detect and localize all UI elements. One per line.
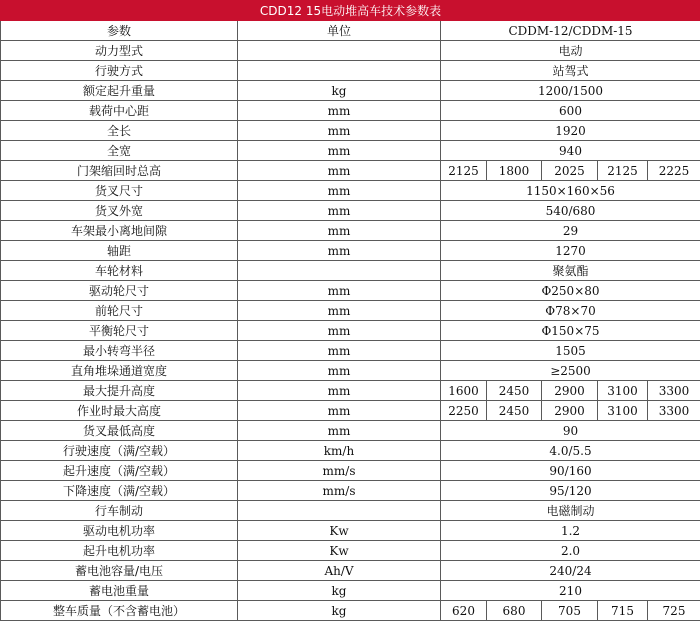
param-name-cell: 驱动轮尺寸 <box>1 281 238 301</box>
table-title: CDD12 15电动堆高车技术参数表 <box>1 1 700 21</box>
param-name-cell: 起升速度（满/空载） <box>1 461 238 481</box>
value-cell: 3100 <box>598 401 648 421</box>
value-cell: 725 <box>648 601 700 621</box>
unit-cell: Kw <box>238 521 441 541</box>
value-cell: 1505 <box>441 341 700 361</box>
table-row <box>1 381 700 401</box>
value-cell: 1270 <box>441 241 700 261</box>
value-cell: 2450 <box>487 401 542 421</box>
unit-cell: Kw <box>238 541 441 561</box>
param-name-cell: 车轮材料 <box>1 261 238 281</box>
value-cell: 站驾式 <box>441 61 700 81</box>
param-name-cell: 最大提升高度 <box>1 381 238 401</box>
param-name-cell: 全长 <box>1 121 238 141</box>
header-param: 参数 <box>1 21 238 41</box>
unit-cell: mm <box>238 401 441 421</box>
unit-cell: mm <box>238 141 441 161</box>
unit-cell: mm <box>238 281 441 301</box>
value-cell: 29 <box>441 221 700 241</box>
table-row <box>1 501 700 521</box>
table-row <box>1 421 700 441</box>
table-row <box>1 601 700 621</box>
table-row <box>1 441 700 461</box>
table-row <box>1 41 700 61</box>
unit-cell: mm <box>238 301 441 321</box>
title-row <box>1 1 700 21</box>
unit-cell: kg <box>238 601 441 621</box>
table-row <box>1 161 700 181</box>
table-row <box>1 221 700 241</box>
value-cell: 聚氨酯 <box>441 261 700 281</box>
param-name-cell: 全宽 <box>1 141 238 161</box>
unit-cell: mm <box>238 361 441 381</box>
value-cell: 2125 <box>598 161 648 181</box>
value-cell: 1600 <box>441 381 487 401</box>
unit-cell: kg <box>238 581 441 601</box>
table-row <box>1 181 700 201</box>
unit-cell: kg <box>238 81 441 101</box>
param-name-cell: 动力型式 <box>1 41 238 61</box>
table-row <box>1 581 700 601</box>
param-name-cell: 驱动电机功率 <box>1 521 238 541</box>
param-name-cell: 整车质量（不含蓄电池） <box>1 601 238 621</box>
unit-cell <box>238 41 441 61</box>
value-cell: 2450 <box>487 381 542 401</box>
param-name-cell: 蓄电池容量/电压 <box>1 561 238 581</box>
unit-cell: km/h <box>238 441 441 461</box>
value-cell: 90/160 <box>441 461 700 481</box>
spec-body <box>1 1 700 621</box>
table-row <box>1 241 700 261</box>
table-row <box>1 561 700 581</box>
param-name-cell: 下降速度（满/空载） <box>1 481 238 501</box>
value-cell: 90 <box>441 421 700 441</box>
unit-cell: mm <box>238 341 441 361</box>
table-row <box>1 81 700 101</box>
param-name-cell: 直角堆垛通道宽度 <box>1 361 238 381</box>
param-name-cell: 货叉外宽 <box>1 201 238 221</box>
value-cell: 电动 <box>441 41 700 61</box>
value-cell: 1800 <box>487 161 542 181</box>
param-name-cell: 货叉最低高度 <box>1 421 238 441</box>
value-cell: 1150×160×56 <box>441 181 700 201</box>
param-name-cell: 平衡轮尺寸 <box>1 321 238 341</box>
table-row <box>1 261 700 281</box>
unit-cell: mm <box>238 101 441 121</box>
value-cell: 2125 <box>441 161 487 181</box>
value-cell: 705 <box>542 601 598 621</box>
table-row <box>1 321 700 341</box>
table-row <box>1 521 700 541</box>
param-name-cell: 车架最小离地间隙 <box>1 221 238 241</box>
param-name-cell: 作业时最大高度 <box>1 401 238 421</box>
table-row <box>1 401 700 421</box>
param-name-cell: 前轮尺寸 <box>1 301 238 321</box>
value-cell: 2225 <box>648 161 700 181</box>
header-model: CDDM-12/CDDM-15 <box>441 21 700 41</box>
table-row <box>1 541 700 561</box>
unit-cell: mm <box>238 241 441 261</box>
unit-cell: mm <box>238 221 441 241</box>
value-cell: 240/24 <box>441 561 700 581</box>
table-row <box>1 141 700 161</box>
table-row <box>1 281 700 301</box>
param-name-cell: 轴距 <box>1 241 238 261</box>
value-cell: 2900 <box>542 381 598 401</box>
header-unit: 单位 <box>238 21 441 41</box>
value-cell: 2900 <box>542 401 598 421</box>
value-cell: Φ150×75 <box>441 321 700 341</box>
value-cell: Φ250×80 <box>441 281 700 301</box>
value-cell: 95/120 <box>441 481 700 501</box>
unit-cell <box>238 261 441 281</box>
unit-cell: mm <box>238 181 441 201</box>
unit-cell: mm <box>238 421 441 441</box>
header-row <box>1 21 700 41</box>
unit-cell <box>238 501 441 521</box>
table-row <box>1 481 700 501</box>
value-cell: 600 <box>441 101 700 121</box>
table-row <box>1 461 700 481</box>
unit-cell: mm <box>238 201 441 221</box>
unit-cell: Ah/V <box>238 561 441 581</box>
table-row <box>1 61 700 81</box>
value-cell: 940 <box>441 141 700 161</box>
value-cell: 电磁制动 <box>441 501 700 521</box>
value-cell: 2025 <box>542 161 598 181</box>
unit-cell <box>238 61 441 81</box>
param-name-cell: 门架缩回时总高 <box>1 161 238 181</box>
unit-cell: mm <box>238 321 441 341</box>
value-cell: 2250 <box>441 401 487 421</box>
param-name-cell: 载荷中心距 <box>1 101 238 121</box>
value-cell: 540/680 <box>441 201 700 221</box>
value-cell: ≥2500 <box>441 361 700 381</box>
param-name-cell: 行车制动 <box>1 501 238 521</box>
value-cell: Φ78×70 <box>441 301 700 321</box>
value-cell: 3300 <box>648 401 700 421</box>
value-cell: 3300 <box>648 381 700 401</box>
table-row <box>1 341 700 361</box>
table-row <box>1 101 700 121</box>
value-cell: 715 <box>598 601 648 621</box>
table-row <box>1 201 700 221</box>
param-name-cell: 行驶方式 <box>1 61 238 81</box>
table-row <box>1 121 700 141</box>
value-cell: 1200/1500 <box>441 81 700 101</box>
param-name-cell: 蓄电池重量 <box>1 581 238 601</box>
param-name-cell: 起升电机功率 <box>1 541 238 561</box>
unit-cell: mm <box>238 381 441 401</box>
param-name-cell: 最小转弯半径 <box>1 341 238 361</box>
unit-cell: mm <box>238 161 441 181</box>
unit-cell: mm <box>238 121 441 141</box>
value-cell: 1920 <box>441 121 700 141</box>
value-cell: 1.2 <box>441 521 700 541</box>
unit-cell: mm/s <box>238 461 441 481</box>
param-name-cell: 货叉尺寸 <box>1 181 238 201</box>
param-name-cell: 额定起升重量 <box>1 81 238 101</box>
table-row <box>1 361 700 381</box>
param-name-cell: 行驶速度（满/空载） <box>1 441 238 461</box>
unit-cell: mm/s <box>238 481 441 501</box>
value-cell: 2.0 <box>441 541 700 561</box>
value-cell: 4.0/5.5 <box>441 441 700 461</box>
value-cell: 3100 <box>598 381 648 401</box>
table-row <box>1 301 700 321</box>
value-cell: 620 <box>441 601 487 621</box>
value-cell: 680 <box>487 601 542 621</box>
value-cell: 210 <box>441 581 700 601</box>
